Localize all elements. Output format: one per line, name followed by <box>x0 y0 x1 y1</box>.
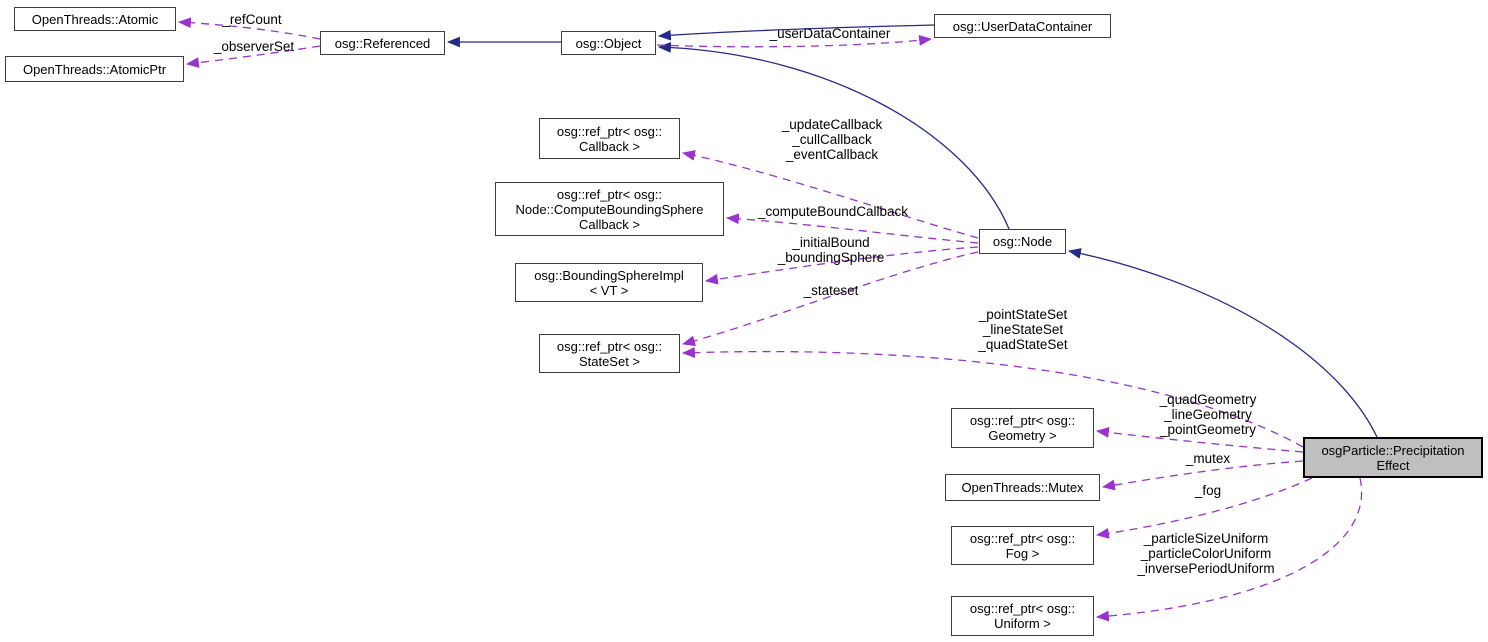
edge-usage-stateset <box>683 252 978 344</box>
class-node-openthreads-mutex[interactable]: OpenThreads::Mutex <box>945 474 1100 501</box>
edge-usage-bounds <box>706 247 978 281</box>
edge-usage-mutex <box>1103 461 1303 487</box>
edge-usage-refcount <box>179 22 320 39</box>
edge-label-callbacks: _updateCallback _cullCallback _eventCallback <box>781 117 883 162</box>
edge-label-uniforms: _particleSizeUniform _particleColorUniform _inversePeriodUniform <box>1137 531 1275 576</box>
edge-inherit-precipitationeffect-to-node <box>1069 251 1377 437</box>
class-node-osgparticle-precipitationeffect: osgParticle::Precipitation Effect <box>1303 437 1483 478</box>
edge-usage-userdatacontainer <box>657 39 931 47</box>
edge-label-geometries: _quadGeometry _lineGeometry _pointGeometry <box>1159 392 1257 437</box>
class-node-ref-ptr-stateset[interactable]: osg::ref_ptr< osg:: StateSet > <box>539 334 680 373</box>
edge-label-statesets: _pointStateSet _lineStateSet _quadStateSet <box>978 307 1068 352</box>
edge-label-refcount: _refCount <box>222 12 282 27</box>
edge-usage-uniforms <box>1097 478 1362 617</box>
class-node-ref-ptr-uniform[interactable]: osg::ref_ptr< osg:: Uniform > <box>951 596 1094 636</box>
class-node-osg-object[interactable]: osg::Object <box>561 31 656 55</box>
edge-usage-geometries <box>1097 431 1303 452</box>
edge-label-computeboundcallback: _computeBoundCallback <box>757 204 909 219</box>
class-node-osg-referenced[interactable]: osg::Referenced <box>320 31 445 55</box>
edge-inherit-userdatacontainer-to-object <box>659 25 934 36</box>
edge-label-bounds: _initialBound _boundingSphere <box>777 235 885 265</box>
class-node-osg-userdatacontainer[interactable]: osg::UserDataContainer <box>934 14 1111 38</box>
class-node-osg-boundingsphereimpl[interactable]: osg::BoundingSphereImpl < VT > <box>515 263 703 302</box>
edge-usage-computeboundcallback <box>727 218 978 243</box>
class-node-ref-ptr-callback[interactable]: osg::ref_ptr< osg:: Callback > <box>539 118 680 159</box>
class-node-ref-ptr-computeboundingspherecallback[interactable]: osg::ref_ptr< osg:: Node::ComputeBoundingSphere Callback > <box>495 182 724 236</box>
edge-label-userdatacontainer: _userDataContainer <box>769 26 891 41</box>
class-node-osg-node[interactable]: osg::Node <box>979 229 1066 254</box>
class-node-ref-ptr-fog[interactable]: osg::ref_ptr< osg:: Fog > <box>951 526 1094 565</box>
edge-usage-callbacks <box>683 153 978 238</box>
edge-label-mutex: _mutex <box>1185 451 1231 466</box>
edge-usage-fog <box>1097 478 1312 535</box>
class-node-ref-ptr-geometry[interactable]: osg::ref_ptr< osg:: Geometry > <box>951 408 1094 448</box>
class-node-openthreads-atomic[interactable]: OpenThreads::Atomic <box>14 7 176 31</box>
edge-label-fog: _fog <box>1194 483 1222 498</box>
edge-usage-observerset <box>187 46 320 64</box>
class-node-openthreads-atomicptr[interactable]: OpenThreads::AtomicPtr <box>5 56 184 82</box>
edge-label-observerset: _observerSet <box>213 39 295 54</box>
edge-label-stateset: _stateset <box>803 283 859 298</box>
